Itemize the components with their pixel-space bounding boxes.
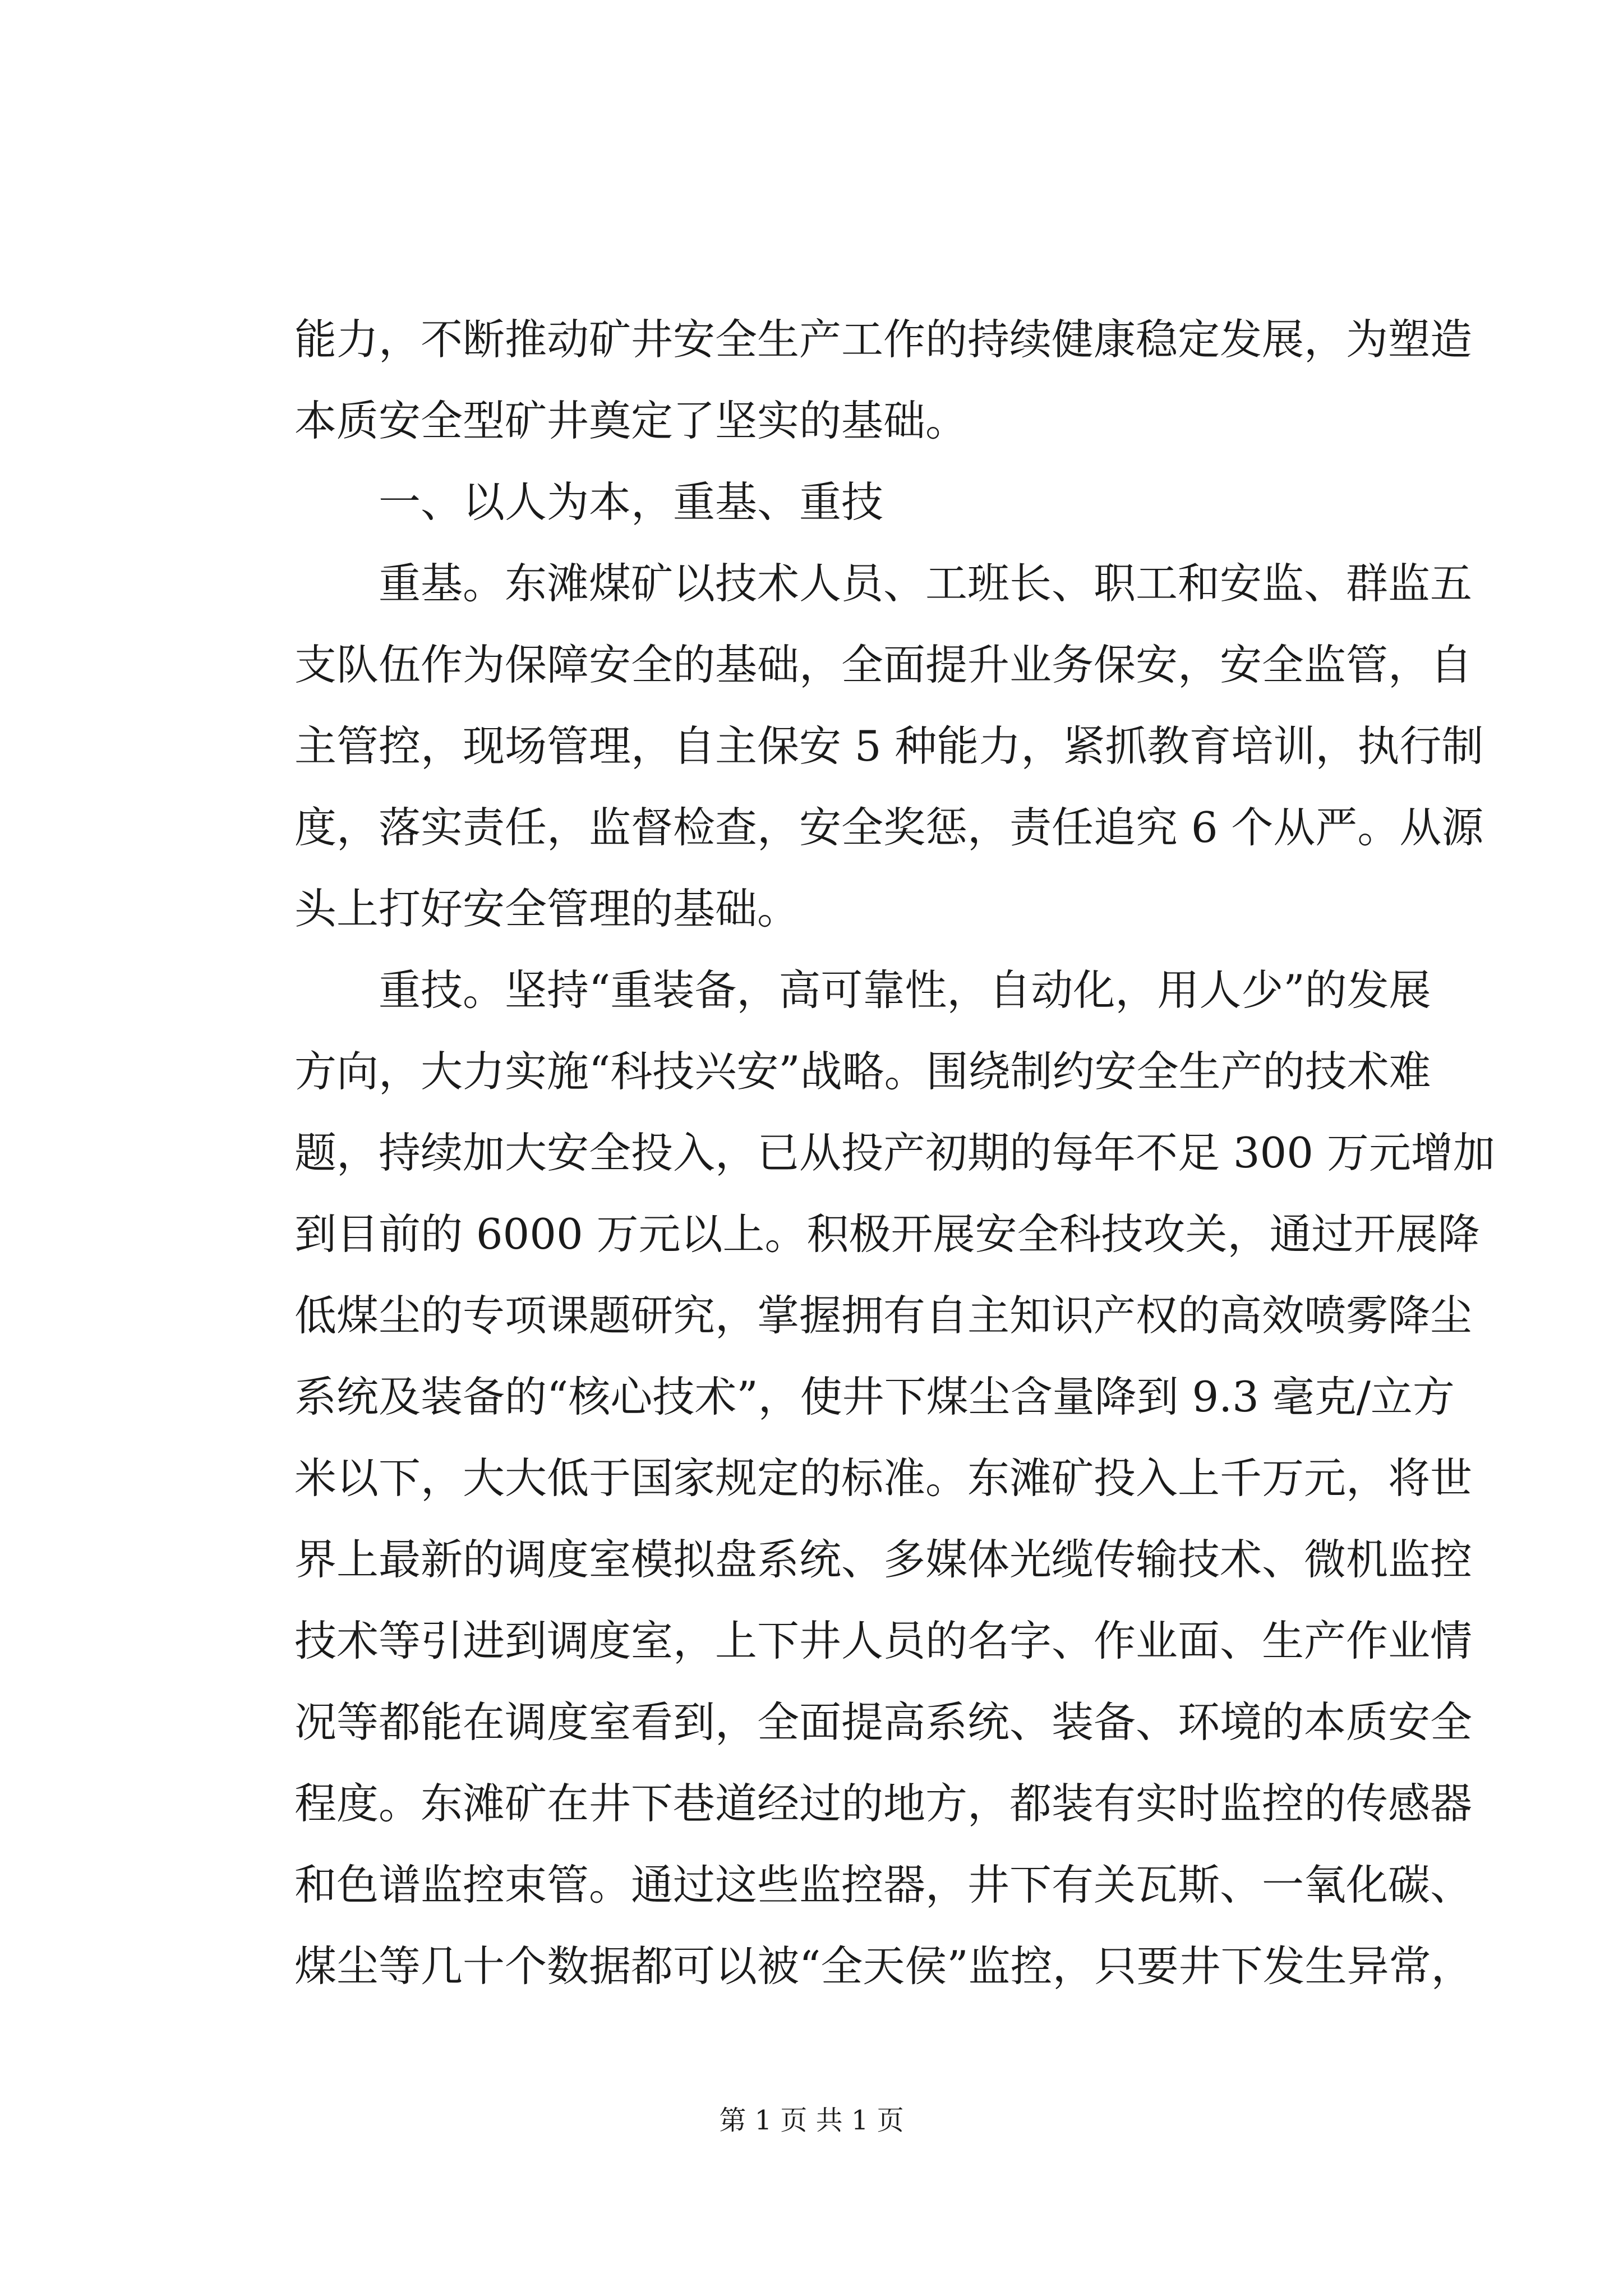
text-line: 度，落实责任，监督检查，安全奖惩，责任追究 6 个从严。从源	[294, 803, 1484, 852]
text-line: 况等都能在调度室看到，全面提高系统、装备、环境的本质安全	[294, 1697, 1473, 1747]
text-line: 支队伍作为保障安全的基础，全面提升业务保安，安全监管，自	[294, 640, 1473, 689]
text-line: 重技。坚持“重装备，高可靠性，自动化，用人少”的发展	[379, 965, 1431, 1015]
text-line: 重基。东滩煤矿以技术人员、工班长、职工和安监、群监五	[379, 559, 1473, 608]
text-line: 米以下，大大低于国家规定的标准。东滩矿投入上千万元，将世	[294, 1453, 1473, 1503]
page-number-footer: 第 1 页 共 1 页	[719, 2105, 904, 2136]
document-body	[294, 299, 1495, 2007]
text-line: 技术等引进到调度室，上下井人员的名字、作业面、生产作业情	[294, 1616, 1473, 1665]
text-line: 头上打好安全管理的基础。	[294, 884, 800, 933]
text-line: 界上最新的调度室模拟盘系统、多媒体光缆传输技术、微机监控	[294, 1535, 1473, 1584]
text-line: 程度。东滩矿在井下巷道经过的地方，都装有实时监控的传感器	[294, 1779, 1473, 1828]
section-heading: 一、以人为本，重基、重技	[379, 477, 884, 527]
text-line: 题，持续加大安全投入，已从投产初期的每年不足 300 万元增加	[294, 1128, 1495, 1177]
text-line: 低煤尘的专项课题研究，掌握拥有自主知识产权的高效喷雾降尘	[294, 1291, 1473, 1340]
text-line: 主管控，现场管理，自主保安 5 种能力，紧抓教育培训，执行制	[294, 721, 1484, 771]
text-line: 本质安全型矿井奠定了坚实的基础。	[294, 396, 968, 445]
text-line: 系统及装备的“核心技术”，使井下煤尘含量降到 9.3 毫克/立方	[294, 1372, 1455, 1421]
text-line: 能力，不断推动矿井安全生产工作的持续健康稳定发展，为塑造	[294, 315, 1473, 364]
text-line: 到目前的 6000 万元以上。积极开展安全科技攻关，通过开展降	[294, 1209, 1480, 1259]
text-line: 煤尘等几十个数据都可以被“全天侯”监控，只要井下发生异常，	[294, 1941, 1473, 1991]
text-line: 和色谱监控束管。通过这些监控器，井下有关瓦斯、一氧化碳、	[294, 1860, 1473, 1910]
text-line: 方向，大力实施“科技兴安”战略。围绕制约安全生产的技术难	[294, 1047, 1431, 1096]
